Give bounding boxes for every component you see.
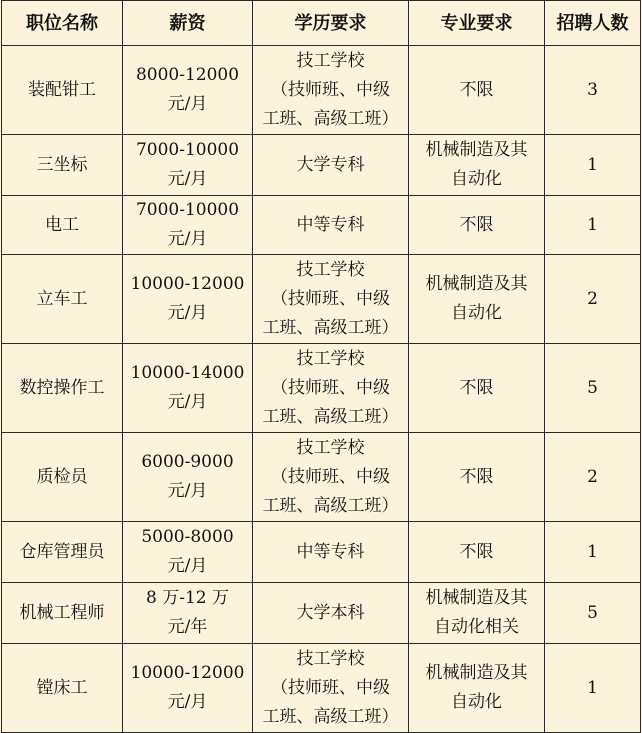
salary-cell-line: 10000-12000 xyxy=(130,663,245,683)
education-cell-line: （技师班、中级 xyxy=(271,466,390,487)
job-title-cell: 仓库管理员 xyxy=(2,522,123,583)
major-cell-line: 机械制造及其 xyxy=(425,274,528,294)
job-title-cell: 电工 xyxy=(2,196,123,255)
major-cell-line: 自动化 xyxy=(451,692,502,712)
header-title: 职位名称 xyxy=(2,1,123,46)
major-cell xyxy=(409,433,545,522)
major-cell-line: 不限 xyxy=(459,466,494,487)
count-cell: 1 xyxy=(545,135,641,196)
education-cell xyxy=(253,433,409,522)
education-cell-line: 中等专科 xyxy=(296,214,365,235)
education-cell-line: 工班、高级工班） xyxy=(262,495,399,516)
salary-cell-line: 元/月 xyxy=(167,556,208,576)
education-cell-line: （技师班、中级 xyxy=(271,79,390,100)
education-cell-line: 中等专科 xyxy=(296,541,365,562)
salary-cell xyxy=(123,255,253,344)
table-row xyxy=(2,433,641,522)
education-cell-line: 大学本科 xyxy=(296,602,365,623)
major-cell xyxy=(409,644,545,733)
table-row xyxy=(2,46,641,135)
major-cell-line: 机械制造及其 xyxy=(425,663,528,683)
header-salary: 薪资 xyxy=(123,1,253,46)
education-cell-line: （技师班、中级 xyxy=(271,288,390,309)
table-row xyxy=(2,196,641,255)
salary-cell xyxy=(123,46,253,135)
count-cell: 1 xyxy=(545,644,641,733)
salary-cell-line: 8 万-12 万 xyxy=(146,588,229,608)
job-title-cell: 立车工 xyxy=(2,255,123,344)
major-cell-line: 不限 xyxy=(459,214,494,235)
job-title-cell: 数控操作工 xyxy=(2,344,123,433)
education-cell-line: 工班、高级工班） xyxy=(262,706,399,727)
salary-cell xyxy=(123,522,253,583)
salary-cell-line: 10000-14000 xyxy=(130,363,245,383)
salary-cell-line: 元/月 xyxy=(167,481,208,501)
salary-cell-line: 元/月 xyxy=(167,303,208,323)
count-cell: 3 xyxy=(545,46,641,135)
education-cell-line: 工班、高级工班） xyxy=(262,317,399,338)
table-row xyxy=(2,344,641,433)
education-cell-line: 技工学校 xyxy=(296,437,365,458)
education-cell-line: （技师班、中级 xyxy=(271,377,390,398)
education-cell-line: 技工学校 xyxy=(296,348,365,369)
table-row xyxy=(2,522,641,583)
salary-cell-line: 7000-10000 xyxy=(135,200,240,220)
job-title-cell: 装配钳工 xyxy=(2,46,123,135)
education-cell xyxy=(253,344,409,433)
education-cell-line: （技师班、中级 xyxy=(271,677,390,698)
table-row xyxy=(2,644,641,733)
major-cell xyxy=(409,196,545,255)
major-cell-line: 自动化相关 xyxy=(434,617,519,637)
job-title-cell: 镗床工 xyxy=(2,644,123,733)
major-cell-line: 自动化 xyxy=(451,169,502,189)
education-cell-line: 工班、高级工班） xyxy=(262,108,399,129)
job-table xyxy=(1,0,641,733)
major-cell xyxy=(409,135,545,196)
count-cell: 1 xyxy=(545,522,641,583)
table-row xyxy=(2,135,641,196)
education-cell-line: 技工学校 xyxy=(296,50,365,71)
count-cell: 2 xyxy=(545,433,641,522)
major-cell xyxy=(409,344,545,433)
major-cell-line: 不限 xyxy=(459,79,494,100)
salary-cell-line: 元/月 xyxy=(167,692,208,712)
major-cell xyxy=(409,46,545,135)
salary-cell xyxy=(123,433,253,522)
education-cell xyxy=(253,583,409,644)
major-cell-line: 自动化 xyxy=(451,303,502,323)
salary-cell-line: 8000-12000 xyxy=(135,65,240,85)
salary-cell xyxy=(123,344,253,433)
salary-cell-line: 6000-9000 xyxy=(141,452,234,472)
salary-cell-line: 10000-12000 xyxy=(130,274,245,294)
salary-cell xyxy=(123,644,253,733)
major-cell-line: 不限 xyxy=(459,377,494,398)
major-cell xyxy=(409,522,545,583)
salary-cell-line: 元/年 xyxy=(167,617,208,637)
education-cell xyxy=(253,255,409,344)
major-cell-line: 机械制造及其 xyxy=(425,140,528,160)
education-cell-line: 技工学校 xyxy=(296,259,365,280)
count-cell: 2 xyxy=(545,255,641,344)
major-cell-line: 机械制造及其 xyxy=(425,588,528,608)
education-cell xyxy=(253,196,409,255)
education-cell xyxy=(253,644,409,733)
salary-cell xyxy=(123,135,253,196)
header-row xyxy=(2,1,641,46)
table-row xyxy=(2,583,641,644)
education-cell xyxy=(253,46,409,135)
job-title-cell: 质检员 xyxy=(2,433,123,522)
salary-cell-line: 元/月 xyxy=(167,94,208,114)
education-cell-line: 大学专科 xyxy=(296,154,365,175)
salary-cell-line: 元/月 xyxy=(167,169,208,189)
education-cell xyxy=(253,522,409,583)
salary-cell xyxy=(123,196,253,255)
job-title-cell: 三坐标 xyxy=(2,135,123,196)
salary-cell-line: 7000-10000 xyxy=(135,140,240,160)
job-title-cell: 机械工程师 xyxy=(2,583,123,644)
count-cell: 1 xyxy=(545,196,641,255)
salary-cell-line: 5000-8000 xyxy=(141,527,234,547)
education-cell xyxy=(253,135,409,196)
header-count: 招聘人数 xyxy=(545,1,641,46)
header-education: 学历要求 xyxy=(253,1,409,46)
salary-cell xyxy=(123,583,253,644)
table-row xyxy=(2,255,641,344)
salary-cell-line: 元/月 xyxy=(167,392,208,412)
salary-cell-line: 元/月 xyxy=(167,229,208,249)
education-cell-line: 技工学校 xyxy=(296,648,365,669)
count-cell: 5 xyxy=(545,583,641,644)
education-cell-line: 工班、高级工班） xyxy=(262,406,399,427)
major-cell xyxy=(409,583,545,644)
header-major: 专业要求 xyxy=(409,1,545,46)
count-cell: 5 xyxy=(545,344,641,433)
major-cell xyxy=(409,255,545,344)
major-cell-line: 不限 xyxy=(459,541,494,562)
